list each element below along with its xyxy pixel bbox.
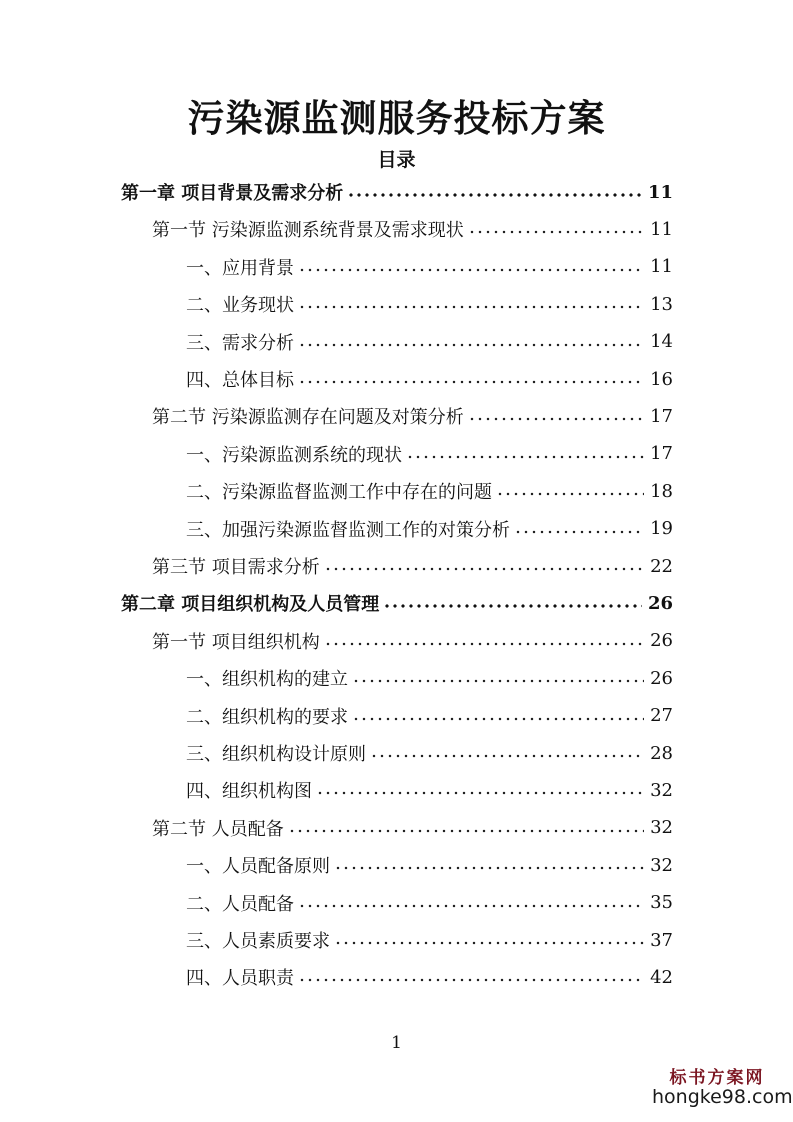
toc-entry-title: 一、组织机构的建立 bbox=[186, 669, 348, 691]
page-number: 1 bbox=[391, 1033, 402, 1053]
toc-entry-title: 二、业务现状 bbox=[186, 295, 294, 317]
toc-entry-title: 一、应用背景 bbox=[186, 257, 294, 279]
toc-entry-item bbox=[186, 514, 673, 544]
toc-entry-title: 第一节 污染源监测系统背景及需求现状 bbox=[152, 220, 464, 242]
toc-entry-section bbox=[152, 401, 673, 431]
toc-entry-title: 三、组织机构设计原则 bbox=[186, 744, 366, 765]
toc-dot-leader bbox=[514, 529, 644, 535]
watermark-brand: 标书方案网 bbox=[669, 1068, 765, 1088]
toc-dot-leader bbox=[298, 977, 644, 983]
toc-dot-leader bbox=[324, 641, 644, 647]
toc-entry-item bbox=[186, 925, 673, 955]
toc-entry-title: 第二节 人员配备 bbox=[152, 818, 284, 840]
toc-entry-title: 第一节 项目组织机构 bbox=[152, 631, 320, 653]
toc-entry-page: 16 bbox=[650, 368, 673, 390]
toc-entry-item bbox=[186, 327, 673, 357]
toc-entry-page: 26 bbox=[650, 667, 673, 689]
toc-entry-title: 一、污染源监测系统的现状 bbox=[186, 444, 402, 466]
toc-entry-page: 18 bbox=[650, 480, 673, 502]
toc-dot-leader bbox=[324, 566, 644, 572]
toc-entry-item bbox=[186, 701, 673, 731]
toc-entry-item bbox=[186, 888, 673, 918]
toc-dot-leader bbox=[298, 304, 644, 310]
toc-dot-leader bbox=[334, 865, 644, 871]
toc-entry-page: 37 bbox=[650, 929, 673, 951]
toc-heading: 目录 bbox=[377, 149, 416, 171]
toc-dot-leader bbox=[468, 229, 644, 235]
toc-entry-title: 三、需求分析 bbox=[186, 332, 294, 354]
toc-entry-page: 42 bbox=[650, 966, 673, 988]
toc-entry-item bbox=[186, 439, 673, 469]
toc-entry-item bbox=[186, 289, 673, 319]
toc-entry-section bbox=[152, 551, 673, 581]
toc-entry-page: 11 bbox=[647, 181, 673, 203]
toc-entry-item bbox=[186, 476, 673, 506]
toc-entry-page: 14 bbox=[650, 331, 673, 353]
toc-entry-page: 35 bbox=[650, 892, 673, 914]
toc-entry-title: 四、人员职责 bbox=[186, 968, 294, 990]
watermark-logo bbox=[652, 1068, 793, 1108]
toc-dot-leader bbox=[298, 267, 644, 273]
toc-entry-page: 26 bbox=[647, 592, 673, 614]
toc-entry-page: 27 bbox=[650, 705, 673, 727]
toc-entry-page: 32 bbox=[650, 779, 673, 801]
toc-dot-leader bbox=[334, 940, 644, 946]
toc-dot-leader bbox=[298, 903, 644, 909]
toc-entry-page: 32 bbox=[650, 854, 673, 876]
toc-entry-title: 第三节 项目需求分析 bbox=[152, 557, 320, 578]
toc-dot-leader bbox=[298, 342, 644, 348]
toc-entry-page: 17 bbox=[650, 443, 673, 465]
toc-entry-title: 三、人员素质要求 bbox=[186, 931, 330, 952]
toc-entry-title: 一、人员配备原则 bbox=[186, 856, 330, 878]
toc-entry-section bbox=[152, 214, 673, 244]
toc-entry-item bbox=[186, 738, 673, 768]
toc-dot-leader bbox=[352, 678, 644, 684]
toc-entry-section bbox=[152, 626, 673, 656]
toc-dot-leader bbox=[298, 379, 644, 385]
toc-entry-item bbox=[186, 663, 673, 693]
toc-dot-leader bbox=[468, 416, 644, 422]
toc-entry-chapter bbox=[121, 588, 673, 618]
toc-dot-leader bbox=[352, 716, 644, 722]
toc-entry-page: 32 bbox=[650, 817, 673, 839]
toc-entry-chapter bbox=[121, 177, 673, 207]
toc-entry-title: 第一章 项目背景及需求分析 bbox=[121, 183, 344, 204]
toc-dot-leader bbox=[288, 828, 644, 834]
toc-entry-title: 第二章 项目组织机构及人员管理 bbox=[121, 594, 380, 616]
toc-entry-page: 19 bbox=[650, 518, 673, 540]
toc-entry-page: 11 bbox=[650, 256, 673, 278]
toc-entry-page: 13 bbox=[650, 293, 673, 315]
toc-entry-page: 17 bbox=[650, 405, 673, 427]
toc-entry-item bbox=[186, 775, 673, 805]
toc-dot-leader bbox=[316, 790, 644, 796]
toc-dot-leader bbox=[347, 192, 642, 198]
toc-entry-title: 二、污染源监督监测工作中存在的问题 bbox=[186, 482, 492, 504]
toc-entry-title: 第二节 污染源监测存在问题及对策分析 bbox=[152, 407, 464, 429]
toc-entry-item bbox=[186, 962, 673, 992]
toc-entry-title: 二、组织机构的要求 bbox=[186, 706, 348, 728]
watermark-url: hongke98.com bbox=[652, 1085, 793, 1108]
toc-entry-page: 11 bbox=[650, 218, 673, 240]
toc-entry-title: 四、总体目标 bbox=[186, 370, 294, 391]
toc-entry-item bbox=[186, 850, 673, 880]
document-title: 污染源监测服务投标方案 bbox=[187, 96, 606, 140]
toc-dot-leader bbox=[370, 753, 644, 759]
toc-entry-page: 28 bbox=[650, 742, 673, 764]
toc-entry-item bbox=[186, 364, 673, 394]
toc-entry-item bbox=[186, 252, 673, 282]
toc-dot-leader bbox=[406, 454, 644, 460]
toc-entry-title: 三、加强污染源监督监测工作的对策分析 bbox=[186, 519, 510, 541]
toc-entry-page: 26 bbox=[650, 630, 673, 652]
toc-entry-title: 二、人员配备 bbox=[186, 893, 294, 915]
toc-dot-leader bbox=[496, 491, 644, 497]
toc-entry-title: 四、组织机构图 bbox=[186, 781, 312, 803]
toc-entry-section bbox=[152, 813, 673, 843]
toc-entry-page: 22 bbox=[650, 555, 673, 577]
toc-dot-leader bbox=[383, 603, 642, 609]
